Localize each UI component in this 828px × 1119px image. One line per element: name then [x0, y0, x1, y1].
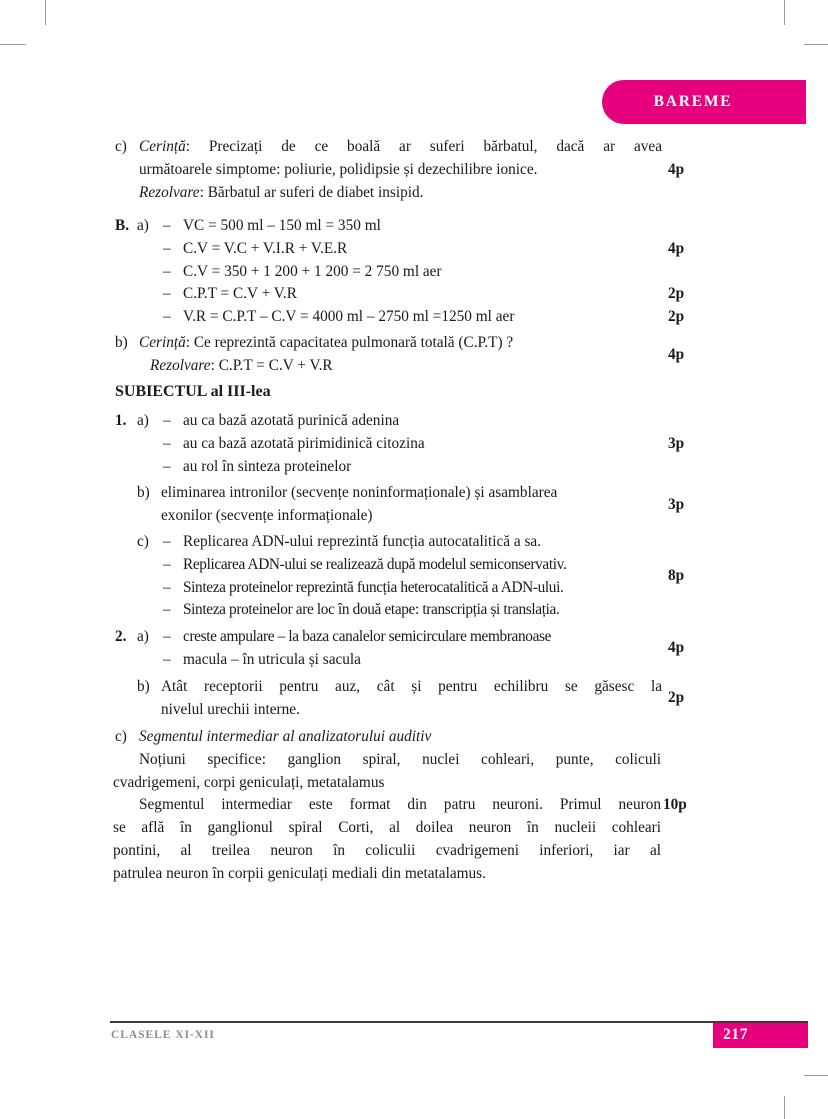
item-B-b-rezolvare-line: [150, 355, 333, 378]
item-B-dash-2: –: [163, 239, 171, 257]
points-item-c: 4p: [668, 160, 685, 178]
points-question-2-b: 2p: [668, 689, 685, 706]
crop-mark-bottom-right-horizontal: [804, 1075, 828, 1076]
crop-mark-top-left-horizontal: [0, 44, 26, 45]
section-title: SUBIECTUL al III-lea: [115, 383, 271, 400]
question-2-number: 2.: [115, 628, 127, 645]
item-B-sub-a-marker: a): [137, 217, 149, 234]
rezolvare-label: Rezolvare: [150, 356, 211, 374]
question-2-a-line-1: creste ampulare – la baza canalelor semicirculare membranoase: [183, 628, 552, 645]
question-2-c-para2-line3: pontini, al treilea neuron în coliculii cvadrigemeni inferiori, iar al: [113, 842, 661, 859]
question-1-a-line-1: au ca bază azotată purinică adenina: [183, 412, 400, 429]
question-2-c-para2-line1: Segmentul intermediar este format din patru neuroni. Primul neuron: [139, 796, 661, 814]
question-1-b-line-1: eliminarea intronilor (secvențe noninformaționale) și asamblarea: [161, 484, 558, 501]
question-2-b-line-1: Atât receptorii pentru auz, cât și pentru echilibru se găsesc la: [161, 678, 662, 695]
bareme-label: BAREME: [653, 93, 733, 110]
question-2-a-dash-2: –: [163, 650, 171, 668]
question-2-c-para2-line4: patrulea neuron în corpii geniculați mediali din metatalamus.: [113, 864, 486, 882]
item-B-line-5: V.R = C.P.T – C.V = 4000 ml – 2750 ml =1250 ml aer: [183, 308, 515, 326]
cerinta-separator: :: [185, 334, 194, 351]
item-c-cerinta-line1: [139, 136, 662, 159]
item-B-marker: B.: [115, 217, 130, 234]
question-1-c-dash-1: –: [163, 533, 171, 550]
page-number-label: 217: [723, 1026, 749, 1043]
question-2-b-line-2: nivelul urechii interne.: [161, 700, 300, 718]
question-1-c-dash-4: –: [163, 601, 171, 619]
points-question-2-c: 10p: [663, 796, 687, 814]
cerinta-label: Cerință: [139, 334, 186, 351]
question-1-number: 1.: [115, 412, 127, 429]
cerinta-text: Ce reprezintă capacitatea pulmonară totală (C.P.T) ?: [193, 334, 514, 351]
points-question-2-a: 4p: [668, 639, 685, 656]
item-c-marker: c): [115, 138, 127, 155]
item-B-dash-3: –: [163, 262, 171, 280]
item-c-rezolvare-line: [139, 182, 423, 205]
question-1-b-line-2: exonilor (secvențe informaționale): [161, 506, 373, 524]
question-1-c-line-2: Replicarea ADN-ului se realizează după modelul semiconservativ.: [183, 555, 567, 573]
question-1-c-line-4: Sinteza proteinelor are loc în două etape: transcripția și translația.: [183, 601, 560, 619]
question-2-c-marker: c): [115, 728, 127, 745]
bareme-header-band: [602, 80, 806, 124]
question-1-c-line-3: Sinteza proteinelor reprezintă funcția heterocatalitică a ADN-ului.: [183, 578, 564, 596]
question-2-c-para1-line1: Noțiuni specifice: ganglion spiral, nuclei cohleari, punte, coliculi: [139, 750, 661, 768]
rezolvare-text: C.P.T = C.V + V.R: [218, 356, 333, 374]
rezolvare-separator: :: [210, 356, 219, 374]
question-2-b-marker: b): [137, 678, 150, 695]
question-1-a-line-3: au rol în sinteza proteinelor: [183, 457, 352, 475]
question-2-c-para2-line2: se află în ganglionul spiral Corti, al doilea neuron în nucleii cohleari: [113, 819, 661, 837]
cerinta-label: Cerință: [139, 138, 186, 155]
question-2-a-marker: a): [137, 628, 149, 645]
question-1-c-marker: c): [137, 533, 149, 550]
cerinta-separator: :: [185, 138, 209, 155]
item-c-cerinta-line2: următoarele simptome: poliurie, polidipsie și dezechilibre ionice.: [139, 160, 538, 178]
footer-class-label: CLASELE XI-XII: [111, 1028, 215, 1041]
question-1-a-dash-3: –: [163, 457, 171, 475]
question-2-c-para1-line2: cvadrigemeni, corpi geniculați, metatalamus: [113, 773, 385, 791]
question-2-a-line-2: macula – în utricula și sacula: [183, 650, 361, 668]
item-B-line-1: VC = 500 ml – 150 ml = 350 ml: [183, 217, 381, 234]
question-1-a-line-2: au ca bază azotată pirimidinică citozina: [183, 434, 425, 452]
question-1-c-dash-2: –: [163, 555, 171, 573]
cerinta-text-1: Precizați de ce boală ar suferi bărbatul, dacă ar avea: [208, 138, 662, 155]
points-item-B-b: 4p: [668, 346, 685, 363]
item-B-dash-1: –: [163, 217, 171, 234]
item-B-line-3: C.V = 350 + 1 200 + 1 200 = 2 750 ml aer: [183, 262, 442, 280]
crop-mark-top-right-vertical: [784, 0, 785, 25]
crop-mark-top-left-vertical: [45, 0, 46, 25]
item-B-line-2: C.V = V.C + V.I.R + V.E.R: [183, 239, 348, 257]
crop-mark-bottom-right-vertical: [784, 1096, 785, 1119]
question-1-b-marker: b): [137, 484, 150, 501]
item-B-b-marker: b): [115, 334, 128, 351]
question-2-a-dash-1: –: [163, 628, 171, 645]
item-B-line-4: C.P.T = C.V + V.R: [183, 285, 297, 303]
crop-mark-top-right-horizontal: [804, 44, 828, 45]
item-B-b-cerinta-line: [139, 332, 513, 355]
footer-divider: [110, 1021, 808, 1023]
points-question-1-a: 3p: [668, 434, 685, 452]
question-1-a-dash-2: –: [163, 434, 171, 452]
rezolvare-text: Bărbatul ar suferi de diabet insipid.: [207, 183, 424, 201]
points-item-B-line5: 2p: [668, 308, 685, 326]
question-2-c-title: Segmentul intermediar al analizatorului auditiv: [139, 728, 432, 745]
question-1-a-marker: a): [137, 412, 149, 429]
page-number-badge: [713, 1023, 808, 1048]
question-1-a-dash-1: –: [163, 412, 171, 429]
points-item-B-line4: 2p: [668, 285, 685, 303]
question-1-c-dash-3: –: [163, 578, 171, 596]
rezolvare-label: Rezolvare: [139, 183, 200, 201]
points-question-1-b: 3p: [668, 496, 685, 513]
item-B-dash-5: –: [163, 308, 171, 326]
item-B-dash-4: –: [163, 285, 171, 303]
points-item-B-line2: 4p: [668, 239, 685, 257]
points-question-1-c: 8p: [668, 567, 685, 584]
rezolvare-separator: :: [199, 183, 208, 201]
question-1-c-line-1: Replicarea ADN-ului reprezintă funcția autocatalitică a sa.: [183, 533, 542, 550]
